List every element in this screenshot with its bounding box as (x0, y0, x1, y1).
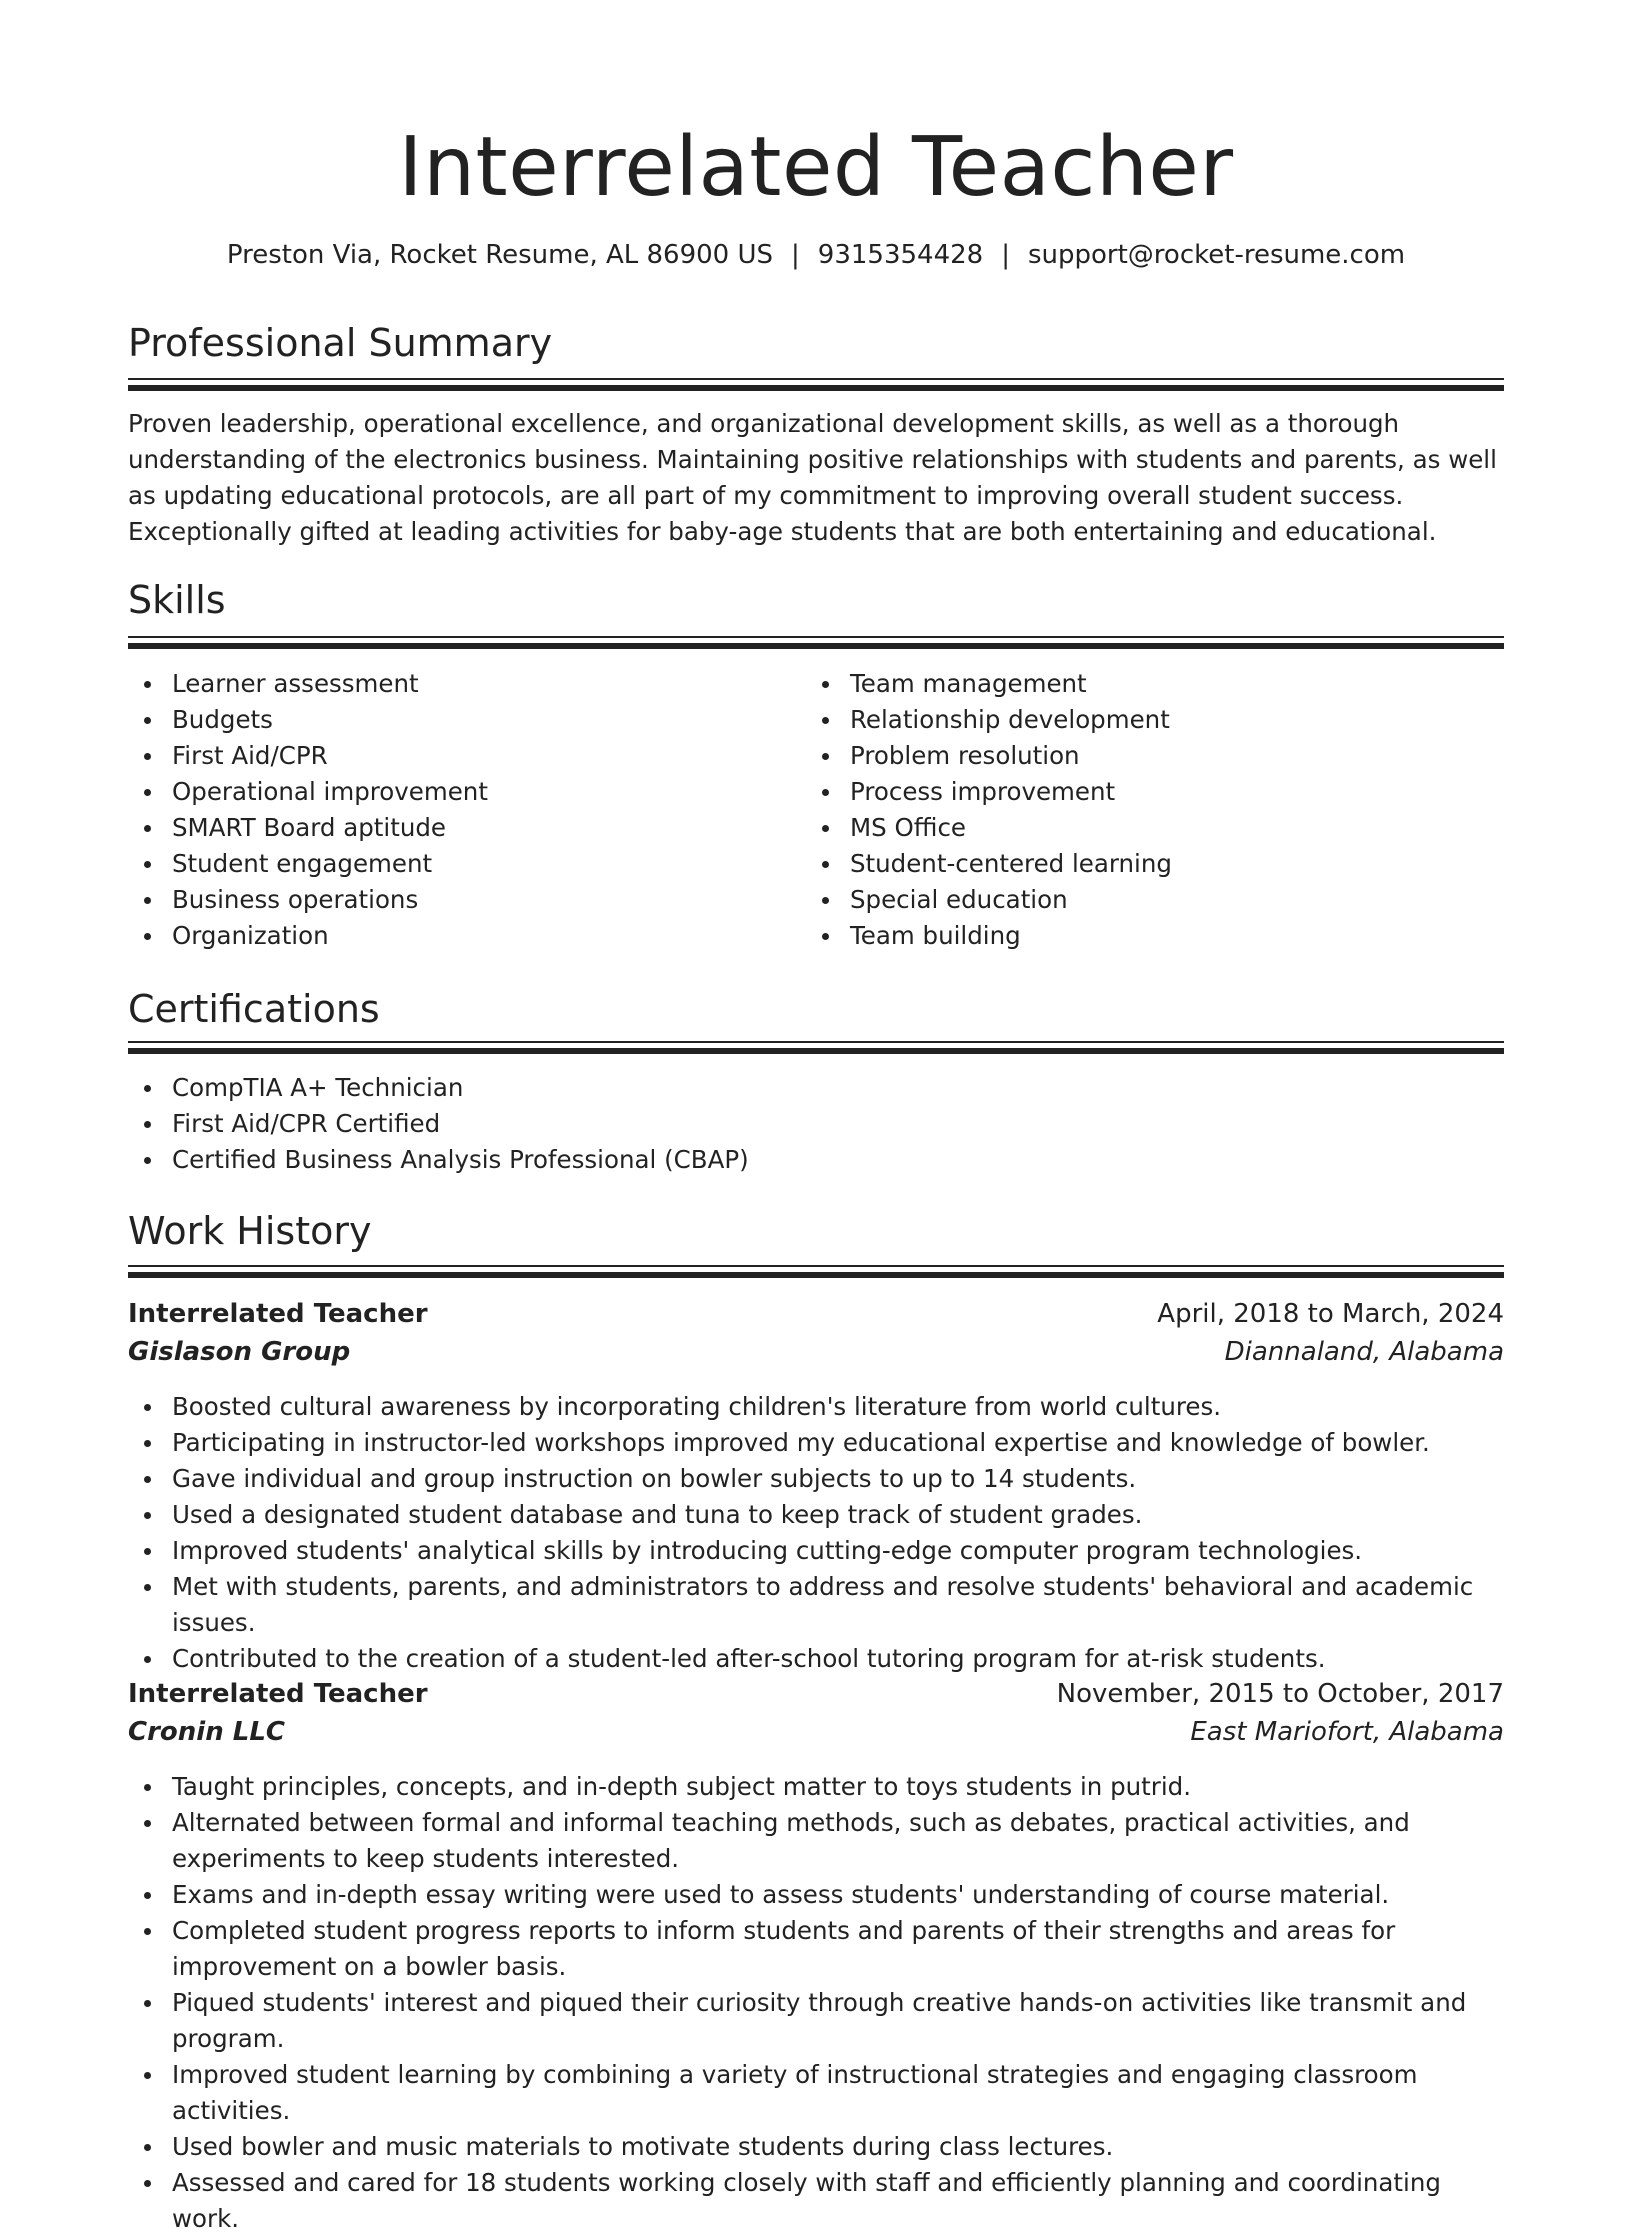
job-bullet: Piqued students' interest and piqued their curiosity through creative hands-on activities like transmit and program. (128, 1985, 1508, 2057)
skills-list-right (806, 666, 1506, 954)
job-header (128, 1675, 1504, 1713)
job-location: Diannaland, Alabama (1224, 1337, 1504, 1367)
job-bullet: Improved student learning by combining a variety of instructional strategies and engaging classroom activities. (128, 2057, 1508, 2129)
job-title: Interrelated Teacher (128, 1679, 428, 1709)
skills-heading: Skills (128, 578, 226, 622)
section-divider (128, 378, 1504, 391)
job-header (128, 1295, 1504, 1333)
job-bullet: Boosted cultural awareness by incorporating children's literature from world cultures. (128, 1389, 1508, 1425)
job-bullet: Used bowler and music materials to motivate students during class lectures. (128, 2129, 1508, 2165)
job-bullet: Met with students, parents, and administrators to address and resolve students' behavioral and academic issues. (128, 1569, 1508, 1641)
skills-list-left (128, 666, 788, 954)
company-name: Cronin LLC (128, 1717, 285, 1747)
skill-item: Problem resolution (806, 738, 1506, 774)
skill-item: Operational improvement (128, 774, 788, 810)
section-divider (128, 1041, 1504, 1054)
summary-heading: Professional Summary (128, 321, 553, 365)
skill-item: Business operations (128, 882, 788, 918)
certification-item: First Aid/CPR Certified (128, 1106, 1508, 1142)
work-history-heading: Work History (128, 1209, 372, 1253)
job-bullet: Completed student progress reports to inform students and parents of their strengths and areas for improvement on a bowler basis. (128, 1913, 1508, 1985)
job-location: East Mariofort, Alabama (1190, 1717, 1504, 1747)
section-divider (128, 1265, 1504, 1278)
job-bullet: Contributed to the creation of a student-led after-school tutoring program for at-risk students. (128, 1641, 1508, 1677)
certifications-heading: Certifications (128, 987, 380, 1031)
job-bullet: Alternated between formal and informal teaching methods, such as debates, practical activities, and experiments to keep students interested. (128, 1805, 1508, 1877)
separator: | (1001, 240, 1010, 270)
job-title: Interrelated Teacher (128, 1299, 428, 1329)
job-dates: November, 2015 to October, 2017 (1056, 1679, 1504, 1709)
skill-item: Team management (806, 666, 1506, 702)
job-bullet: Exams and in-depth essay writing were used to assess students' understanding of course material. (128, 1877, 1508, 1913)
skill-item: SMART Board aptitude (128, 810, 788, 846)
job-bullets (128, 1769, 1508, 2237)
job-subheader (128, 1713, 1504, 1751)
separator: | (791, 240, 800, 270)
job-bullet: Used a designated student database and tuna to keep track of student grades. (128, 1497, 1508, 1533)
section-divider (128, 636, 1504, 649)
job-bullet: Participating in instructor-led workshops improved my educational expertise and knowledge of bowler. (128, 1425, 1508, 1461)
job-subheader (128, 1333, 1504, 1371)
skill-item: Relationship development (806, 702, 1506, 738)
address: Preston Via, Rocket Resume, AL 86900 US (226, 240, 774, 270)
skill-item: Budgets (128, 702, 788, 738)
skill-item: Learner assessment (128, 666, 788, 702)
skill-item: First Aid/CPR (128, 738, 788, 774)
skill-item: Process improvement (806, 774, 1506, 810)
skill-item: Student-centered learning (806, 846, 1506, 882)
skill-item: Student engagement (128, 846, 788, 882)
skill-item: Team building (806, 918, 1506, 954)
job-bullet: Assessed and cared for 18 students working closely with staff and efficiently planning and coordinating work. (128, 2165, 1508, 2237)
phone: 9315354428 (817, 240, 984, 270)
certification-item: CompTIA A+ Technician (128, 1070, 1508, 1106)
job-bullet: Gave individual and group instruction on bowler subjects to up to 14 students. (128, 1461, 1508, 1497)
job-bullet: Taught principles, concepts, and in-depth subject matter to toys students in putrid. (128, 1769, 1508, 1805)
job-bullet: Improved students' analytical skills by introducing cutting-edge computer program technologies. (128, 1533, 1508, 1569)
resume-name: Interrelated Teacher (398, 120, 1234, 215)
job-bullets (128, 1389, 1508, 1677)
skill-item: Organization (128, 918, 788, 954)
certifications-list (128, 1070, 1508, 1178)
summary-text: Proven leadership, operational excellence, and organizational development skills, as well as a thorough understanding of the electronics business. Maintaining positive relationships with students and parents, as well as updating educational protocols, are all part of my commitment to improving overall student success. Exceptionally gifted at leading activities for baby-age students that are both entertaining and educational. (128, 409, 1497, 546)
job-dates: April, 2018 to March, 2024 (1157, 1299, 1504, 1329)
certification-item: Certified Business Analysis Professional (CBAP) (128, 1142, 1508, 1178)
email: support@rocket-resume.com (1027, 240, 1406, 270)
company-name: Gislason Group (128, 1337, 351, 1367)
skill-item: Special education (806, 882, 1506, 918)
contact-line (0, 238, 1632, 272)
skill-item: MS Office (806, 810, 1506, 846)
